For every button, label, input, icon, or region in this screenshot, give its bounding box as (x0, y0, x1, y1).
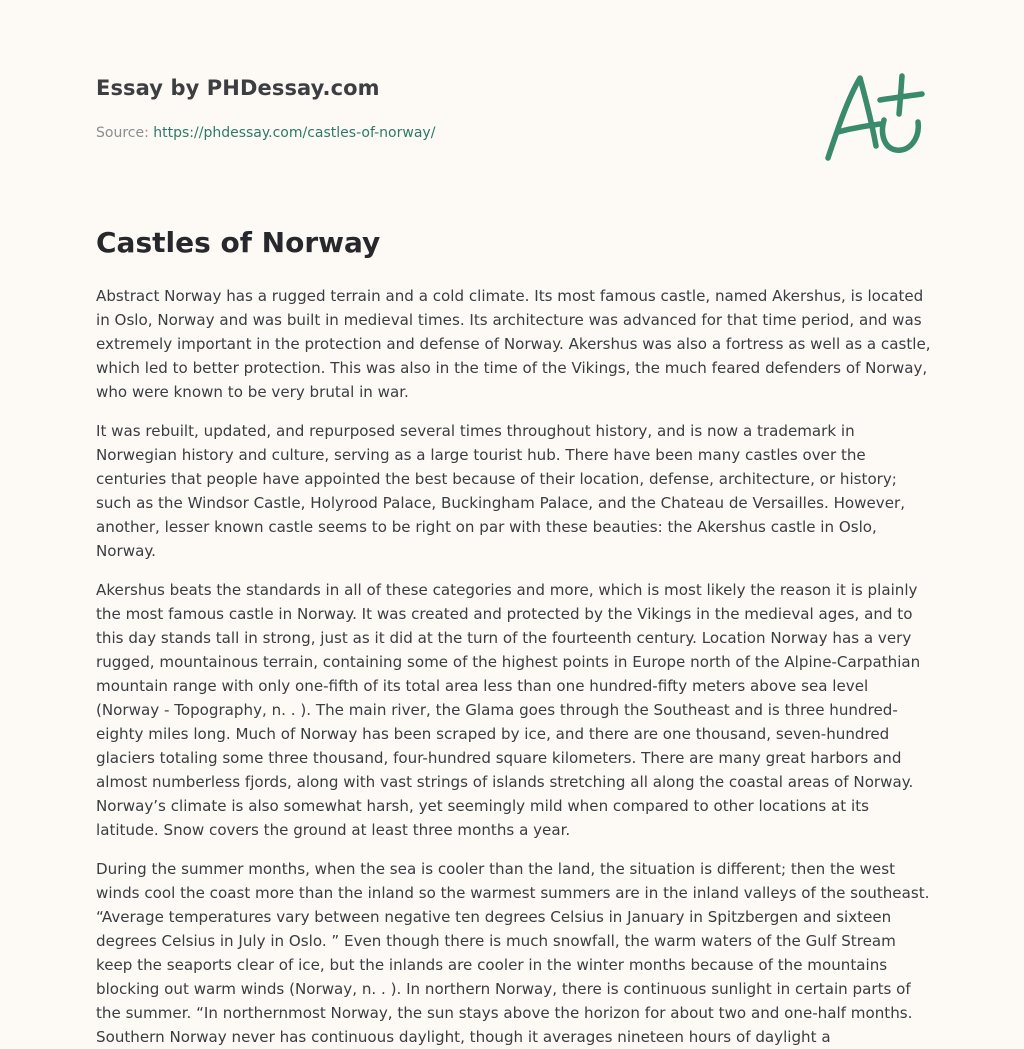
source-label: Source: (96, 125, 154, 141)
essay-title: Castles of Norway (96, 226, 381, 259)
source-line (96, 125, 736, 141)
paragraph: Akershus beats the standards in all of these categories and more, which is most likely the reason it is plainly the most famous castle in Norway. It was created and protected by the Vikings in the medieval ages, and to this day stands tall in strong, just as it did at the turn of the fourteenth century. Location Norway has a very rugged, mountainous terrain, containing some of the highest points in Europe north of the Alpine-Carpathian mountain range with only one-fifth of its total area less than one hundred-fifty meters above sea level (Norway - Topography, n. . ). The main river, the Glama goes through the Southeast and is three hundred-eighty miles long. Much of Norway has been scraped by ice, and there are one thousand, seven-hundred glaciers totaling some three thousand, four-hundred square kilometers. There are many great harbors and almost numberless fjords, along with vast strings of islands stretching all along the coastal areas of Norway. Norway’s climate is also somewhat harsh, yet seemingly mild when compared to other locations at its latitude. Snow covers the ground at least three months a year. (96, 581, 921, 839)
paragraph: Abstract Norway has a rugged terrain and a cold climate. Its most famous castle, named Akershus, is located in Oslo, Norway and was built in medieval times. Its architecture was advanced for that time period, and was extremely important in the protection and defense of Norway. Akershus was also a fortress as well as a castle, which led to better protection. This was also in the time of the Vikings, the much feared defenders of Norway, who were known to be very brutal in war. (96, 287, 931, 401)
site-brand: Essay by PHDessay.com (96, 76, 380, 100)
paragraph: It was rebuilt, updated, and repurposed several times throughout history, and is now a trademark in Norwegian history and culture, serving as a large tourist hub. There have been many castles over the centuries that people have appointed the best because of their location, defense, architecture, or history; such as the Windsor Castle, Holyrood Palace, Buckingham Palace, and the Chateau de Versailles. However, another, lesser known castle seems to be right on par with these beauties: the Akershus castle in Oslo, Norway. (96, 422, 906, 560)
page-header (96, 76, 736, 141)
paragraph: During the summer months, when the sea is cooler than the land, the situation is different; then the west winds cool the coast more than the inland so the warmest summers are in the inland valleys of the southeast. “Average temperatures vary between negative ten degrees Celsius in January in Spitzbergen and sixteen degrees Celsius in July in Oslo. ” Even though there is much snowfall, the warm waters of the Gulf Stream keep the seaports clear of ice, but the inlands are cooler in the winter months because of the mountains blocking out warm winds (Norway, n. . ). In northern Norway, there is continuous sunlight in certain parts of the summer. “In northernmost Norway, the sun stays above the horizon for about two and one-half months. Southern Norway never has continuous daylight, though it averages nineteen hours of daylight a (96, 860, 930, 1046)
essay-body (96, 284, 932, 1046)
a-plus-grade-icon (820, 66, 930, 166)
source-link[interactable]: https://phdessay.com/castles-of-norway/ (153, 125, 436, 141)
